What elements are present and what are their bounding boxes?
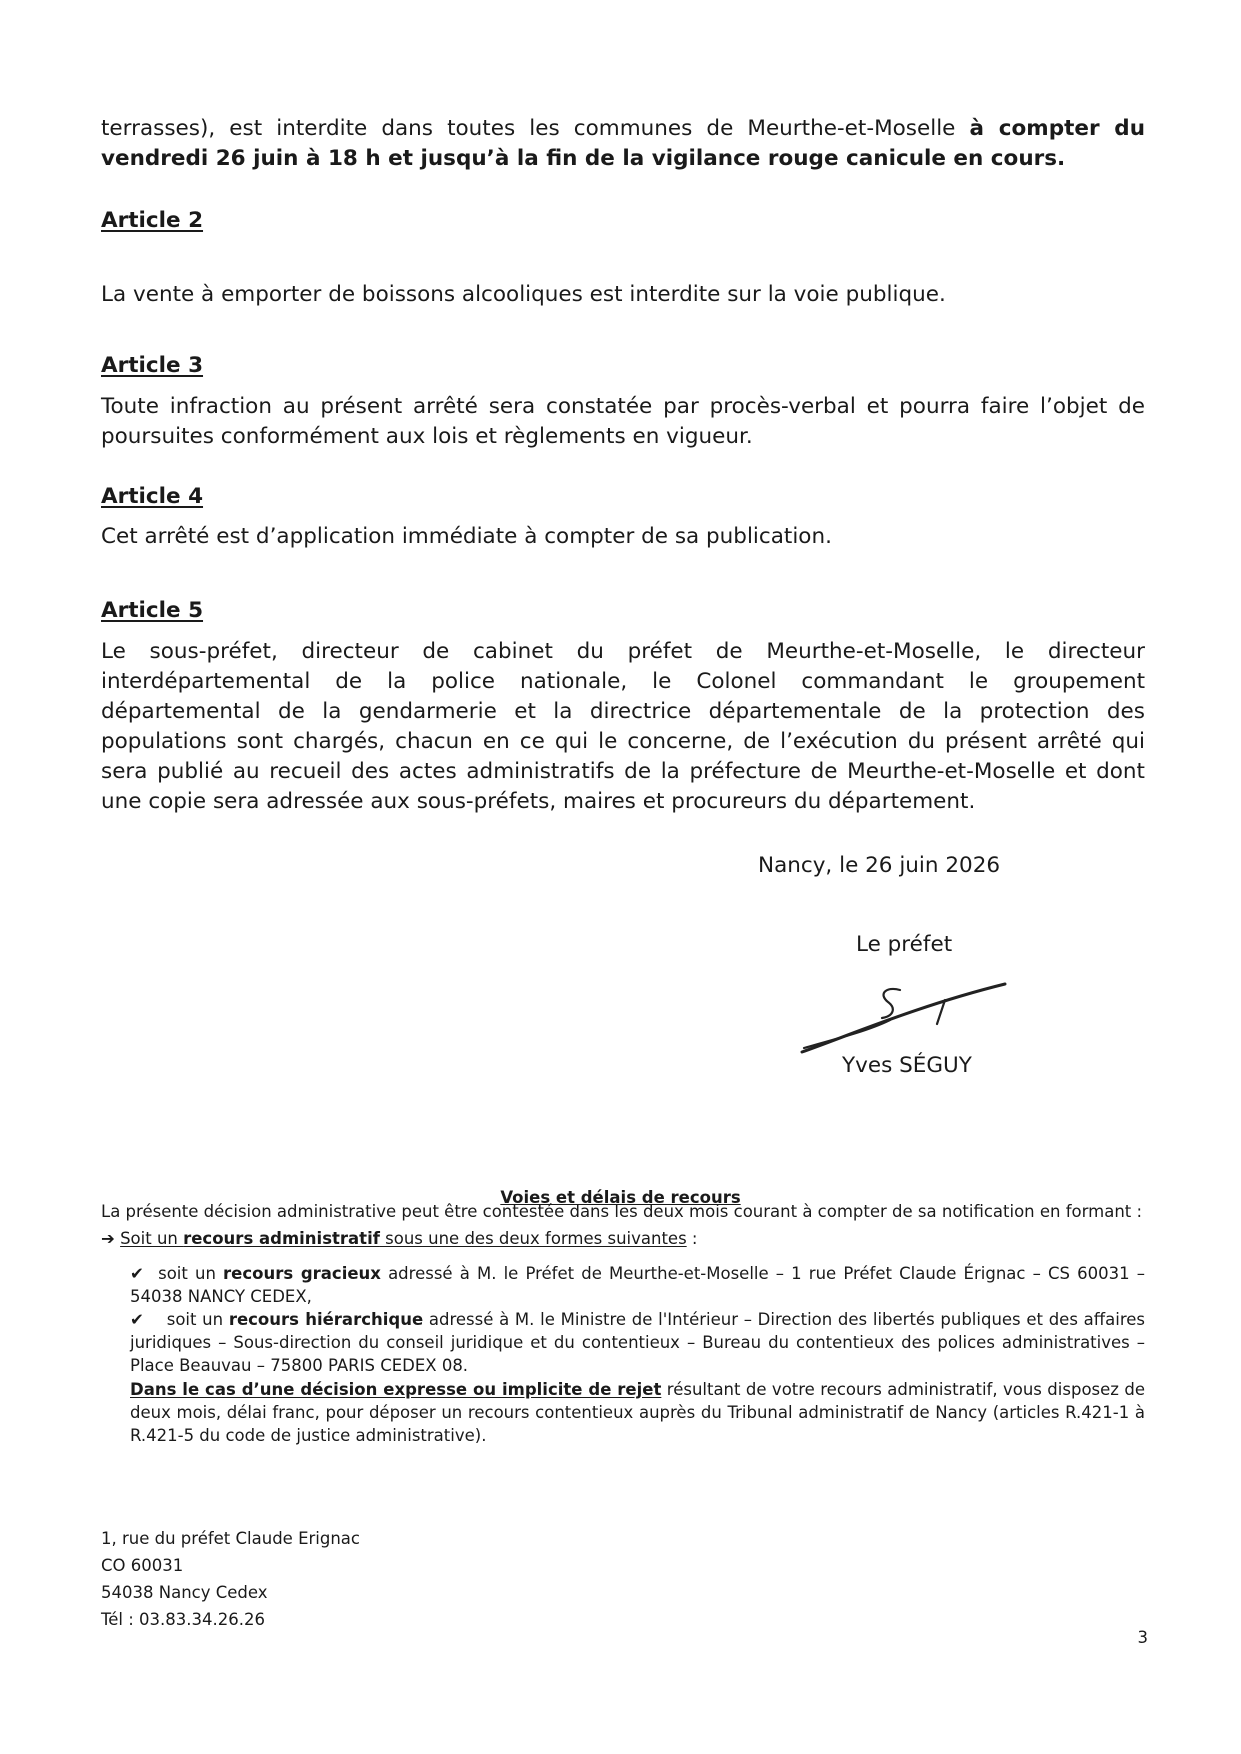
signatory-name: Yves SÉGUY — [842, 1053, 972, 1078]
article-2-heading: Article 2 — [101, 208, 204, 233]
recours-hierarchique-item — [130, 1308, 1145, 1377]
article-4-text: Cet arrêté est d’application immédiate à compter de sa publication. — [101, 524, 832, 549]
recours-title: Voies et délais de recours — [500, 1188, 741, 1207]
recours-gracieux-item — [130, 1262, 1145, 1308]
place-date: Nancy, le 26 juin 2026 — [758, 853, 1001, 878]
footer-address — [101, 1525, 360, 1633]
lead-regular: terrasses), est interdite dans toutes les communes de Meurthe-et-Moselle — [101, 116, 970, 141]
item2-pre: soit un — [166, 1310, 229, 1329]
signatory-role: Le préfet — [856, 932, 953, 957]
item1-post: adressé à M. le Préfet de Meurthe-et-Moselle – 1 rue Préfet Claude Érignac – CS 60031 – 54038 NANCY CEDEX, — [130, 1264, 1145, 1306]
item1-pre: soit un — [158, 1264, 224, 1283]
article-4-heading: Article 4 — [101, 484, 204, 509]
item1-bold: recours gracieux — [223, 1264, 381, 1283]
footer-line4: Tél : 03.83.34.26.26 — [101, 1610, 266, 1629]
recours-intro: La présente décision administrative peut être contestée dans les deux mois courant à compter de sa notification en formant : — [101, 1202, 1143, 1221]
arrow-right-icon: ➔ — [101, 1229, 115, 1248]
recours-rejet-paragraph — [130, 1378, 1145, 1447]
page-number: 3 — [1137, 1628, 1148, 1647]
article-3-heading: Article 3 — [101, 353, 204, 378]
item2-post: adressé à M. le Ministre de l'Intérieur – Direction des libertés publiques et des affaires juridiques – Sous-direction du conseil juridique et du contentieux – Bureau du contentieux des polices administratives – Place Beauvau – 75800 PARIS CEDEX 08. — [130, 1310, 1145, 1375]
arrow-bold: recours administratif — [183, 1229, 380, 1248]
check-icon: ✔ — [130, 1310, 144, 1329]
check-icon: ✔ — [130, 1264, 144, 1283]
rejet-bold: Dans le cas d’une décision expresse ou implicite de rejet — [130, 1380, 662, 1399]
article-5-heading: Article 5 — [101, 598, 204, 623]
article-5-text: Le sous-préfet, directeur de cabinet du préfet de Meurthe-et-Moselle, le directeur interdépartemental de la police nationale, le Colonel commandant le groupement départemental de la gendarmerie et la directrice départementale de la protection des populations sont chargés, chacun en ce qui le concerne, de l’exécution du présent arrêté qui sera publié au recueil des actes administratifs de la préfecture de Meurthe-et-Moselle et dont une copie sera adressée aux sous-préfets, maires et procureurs du département. — [101, 639, 1145, 814]
lead-paragraph — [101, 114, 1145, 174]
lead-bold: à compter du vendredi 26 juin à 18 h et jusqu’à la fin de la vigilance rouge canicule en cours. — [101, 116, 1145, 171]
article-2-text: La vente à emporter de boissons alcooliques est interdite sur la voie publique. — [101, 282, 946, 307]
recours-admin-underlined — [120, 1229, 687, 1248]
footer-line2: CO 60031 — [101, 1556, 184, 1575]
recours-arrow-line — [101, 1227, 1145, 1250]
arrow-end: : — [686, 1229, 698, 1248]
footer-line3: 54038 Nancy Cedex — [101, 1583, 268, 1602]
footer-line1: 1, rue du préfet Claude Erignac — [101, 1529, 360, 1548]
item2-bold: recours hiérarchique — [228, 1310, 424, 1329]
rejet-text: résultant de votre recours administratif, vous disposez de deux mois, délai franc, pour déposer un recours contentieux auprès du Tribunal administratif de Nancy (articles R.421-1 à R.421-5 du code de justice administrative). — [130, 1380, 1145, 1445]
article-3-text: Toute infraction au présent arrêté sera constatée par procès-verbal et pourra faire l’objet de poursuites conformément aux lois et règlements en vigueur. — [101, 394, 1145, 449]
arrow-part2: sous une des deux formes suivantes — [379, 1229, 687, 1248]
arrow-part1: Soit un — [120, 1229, 184, 1248]
